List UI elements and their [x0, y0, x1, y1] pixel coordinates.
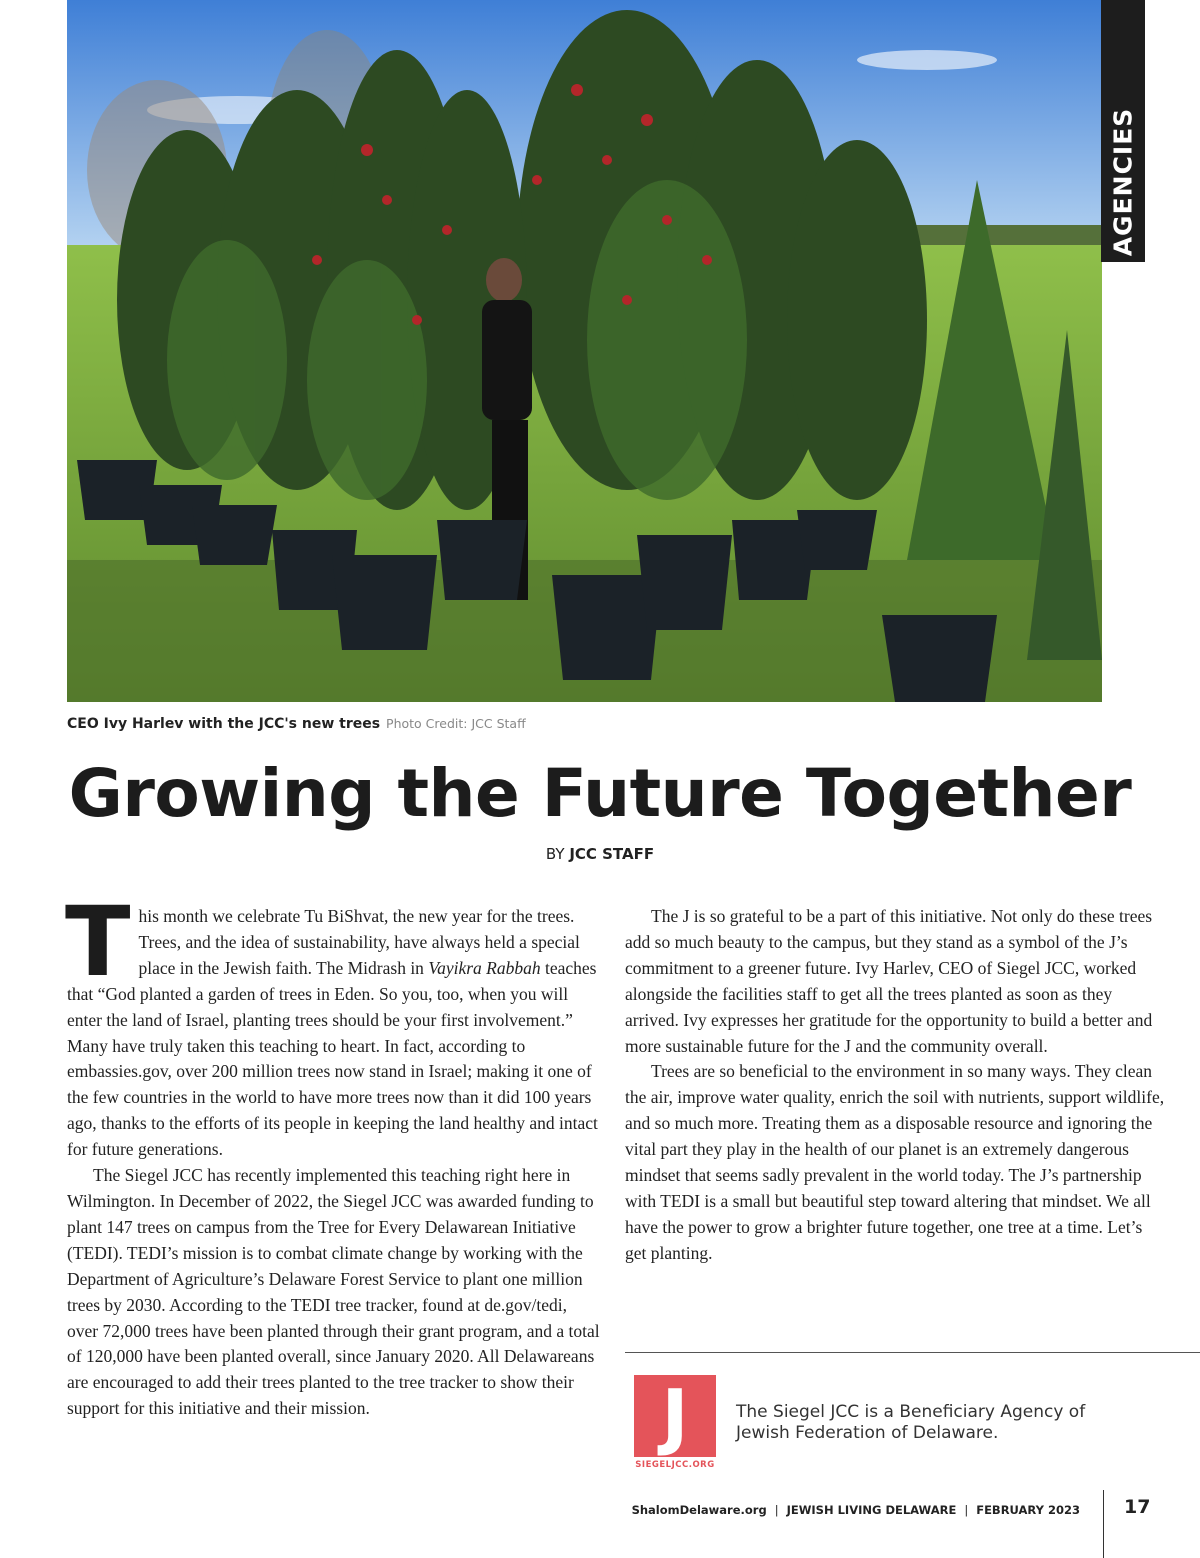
footer-separator: | — [774, 1503, 779, 1517]
logo-url: SIEGELJCC.ORG — [635, 1460, 715, 1470]
beneficiary-note: The Siegel JCC is a Beneficiary Agency of Jewish Federation of Delaware. — [736, 1402, 1086, 1443]
article-column-left — [65, 886, 600, 1422]
paragraph-1-lead: his month we celebrate Tu BiShvat, the new year for the trees. Trees, and the idea of sustainability, have always held a special place in the Jewish faith. The Midrash in — [138, 906, 580, 978]
article-title: Growing the Future Together — [68, 755, 1132, 832]
sponsor-divider — [625, 1352, 1200, 1353]
page-footer — [632, 1503, 1080, 1517]
paragraph-2: The Siegel JCC has recently implemented this teaching right here in Wilmington. In December of 2022, the Siegel JCC was awarded funding to plant 147 trees on campus from the Tree for Every Delawarean Initiative (TEDI). TEDI’s mission is to combat climate change by working with the Department of Agriculture’s Delaware Forest Service to plant one million trees by 2030. According to the TEDI tree tracker, found at de.gov/tedi, over 72,000 trees have been planted through their grant program, and a total of 120,000 have been planted overall, since January 2020. All Delawareans are encouraged to add their trees planted to the tree tracker to show their support for this initiative and their mission. — [67, 1165, 600, 1419]
paragraph-1 — [65, 886, 600, 1163]
paragraph-1-rest: teaches that “God planted a garden of trees in Eden. So you, too, when you will enter the land of Israel, planting trees should be your first involvement.” Many have truly taken this teaching to heart. In fact, according to embassies.gov, over 200 million trees now stand in Israel; making it one of the few countries in the world to have more trees now than it did 100 years ago, thanks to the efforts of its people in keeping the land healthy and intact for future generations. — [67, 957, 598, 1160]
byline-prefix: BY — [545, 845, 565, 863]
footer-publication: JEWISH LIVING DELAWARE — [786, 1503, 957, 1517]
drop-cap: T — [65, 886, 131, 998]
section-tab-label: AGENCIES — [1108, 107, 1138, 257]
siegel-jcc-logo — [634, 1375, 716, 1457]
article-photo — [67, 0, 1102, 702]
byline — [0, 845, 1200, 863]
caption-text: CEO Ivy Harlev with the JCC's new trees — [67, 716, 381, 732]
page-number: 17 — [1124, 1496, 1151, 1518]
photo-caption — [67, 716, 526, 732]
footer-site: ShalomDelaware.org — [631, 1503, 767, 1517]
paragraph-3: The J is so grateful to be a part of this initiative. Not only do these trees add so much beauty to the campus, but they stand as a symbol of the J’s commitment to a greener future. Ivy Harlev, CEO of Siegel JCC, worked alongside the facilities staff to get all the trees planted as soon as they arrived. Ivy expresses her gratitude for the opportunity to build a better and more sustainable future for the J and the community overall. — [625, 906, 1153, 1056]
photo-credit: Photo Credit: JCC Staff — [386, 716, 526, 731]
paragraph-1-italic: Vayikra Rabbah — [428, 957, 541, 978]
article-column-right — [625, 904, 1165, 1267]
byline-author: JCC STAFF — [569, 845, 655, 863]
footer-rule — [1103, 1490, 1104, 1558]
logo-letter: J — [661, 1374, 689, 1458]
paragraph-4: Trees are so beneficial to the environment in so many ways. They clean the air, improve water quality, enrich the soil with nutrients, support wildlife, and so much more. Treating them as a disposable resource and ignoring the vital part they play in the health of our planet is an extremely dangerous mindset that seems sadly prevalent in the world today. The J’s partnership with TEDI is a small but beautiful step toward altering that mindset. We all have the power to grow a brighter future together, one tree at a time. Let’s get planting. — [625, 1061, 1165, 1263]
footer-issue: FEBRUARY 2023 — [976, 1503, 1080, 1517]
footer-separator: | — [964, 1503, 969, 1517]
